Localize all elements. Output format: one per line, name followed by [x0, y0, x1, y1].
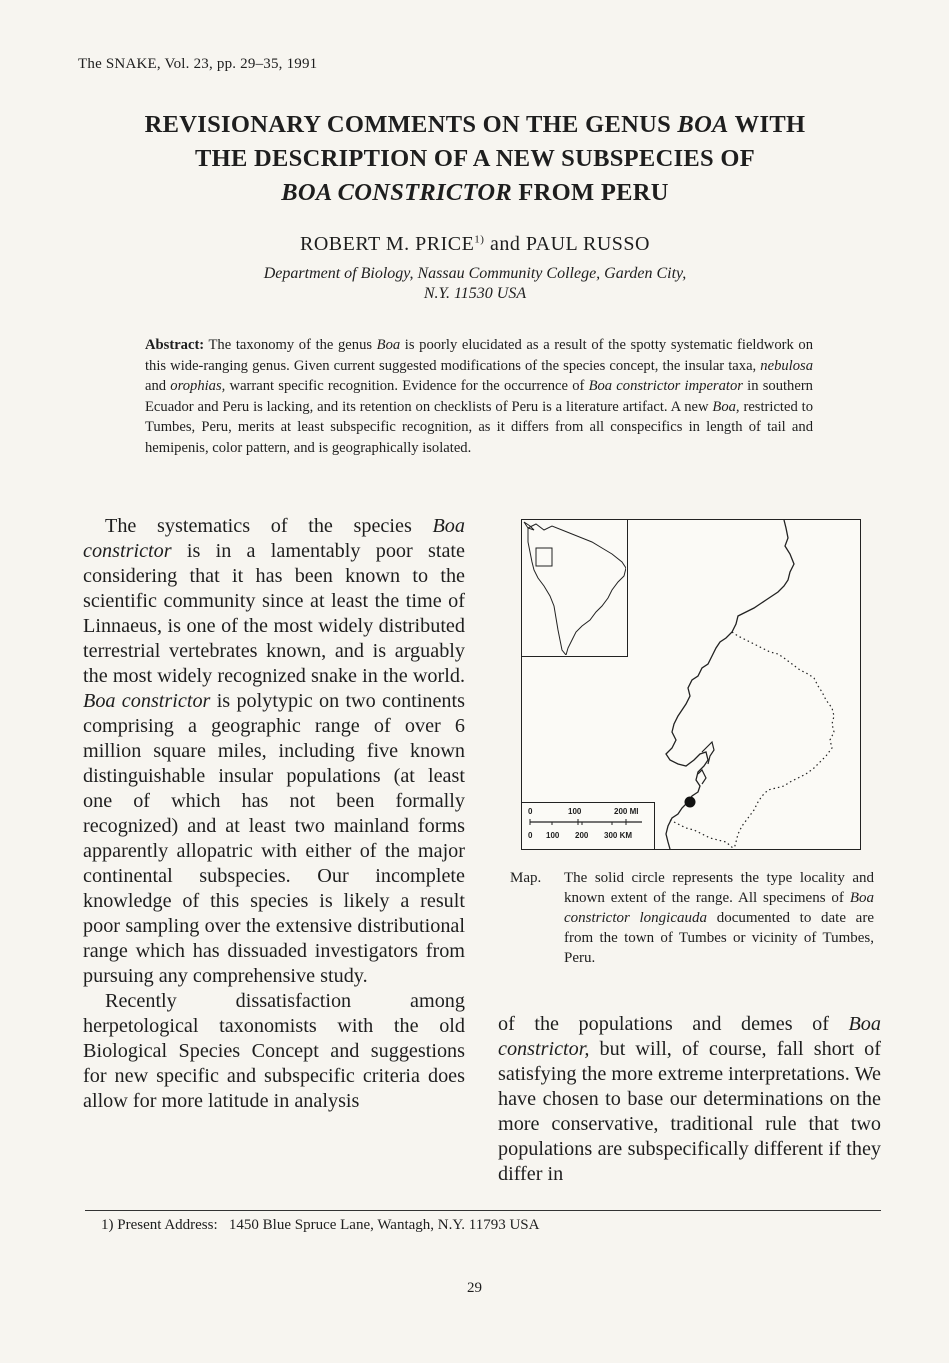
abstract-text: restricted to Tumbes, Peru, merits at least subspecific recognition, as it differs from all conspecifics in length of tail and hemipenis, color pattern, and is geographically isolated. — [145, 398, 813, 456]
abstract-label: Abstract: — [145, 337, 205, 353]
scale-km-100: 100 — [546, 831, 560, 840]
affiliation-line1: Department of Biology, Nassau Community College, Garden City, — [263, 265, 687, 282]
caption-label: Map. — [510, 870, 542, 886]
body-right-column — [498, 1012, 881, 1187]
scale-mi-100: 100 — [568, 807, 582, 816]
border-dotted — [732, 632, 834, 849]
abstract-taxon: nebulosa — [760, 357, 813, 374]
species-name: Boa constrictor, — [498, 1013, 881, 1060]
abstract-text: and — [145, 378, 171, 395]
authors-and: and — [484, 233, 526, 255]
caption-text-part: documented to date are from the town of Tumbes or vicinity of Tumbes, Peru. — [564, 910, 874, 966]
footnote: 1) Present Address: 1450 Blue Spruce Lane, Wantagh, N.Y. 11793 USA — [101, 1217, 540, 1233]
title-line2: THE DESCRIPTION OF A NEW SUBSPECIES OF — [194, 145, 756, 172]
body-left-column — [83, 514, 465, 1114]
south-america-outline — [528, 524, 626, 655]
abstract — [145, 335, 813, 459]
paragraph-text: of the populations and demes of — [498, 1013, 849, 1035]
running-head: The SNAKE, Vol. 23, pp. 29–35, 1991 — [78, 56, 318, 72]
title-line1-genus: BOA — [677, 111, 729, 138]
affiliation-line2: N.Y. 11530 USA — [423, 285, 527, 302]
title-line3-species: BOA CONSTRICTOR — [281, 179, 512, 206]
abstract-text: is poorly elucidated as a result of the spotty systematic fieldwork on this wide-ranging genus. Given current suggested modifications of the species concept, the insular taxa, — [145, 337, 813, 374]
scale-mi-200: 200 MI — [614, 807, 639, 816]
authors — [80, 233, 870, 256]
title-line1-text: REVISIONARY COMMENTS ON THE GENUS — [144, 111, 678, 138]
inset-locator-box — [536, 548, 552, 566]
author-2: PAUL RUSSO — [525, 233, 650, 255]
author-1: ROBERT M. PRICE — [300, 233, 475, 255]
abstract-text: in southern Ecuador and Peru is lacking, and its retention on checklists of Peru is a literature artifact. A new — [145, 378, 813, 415]
paragraph-text: but will, of course, fall short of satisfying the more extreme interpretations. We have chosen to base our determinations on the more conservative, traditional rule that two populations are subspecifically different if they differ in — [498, 1038, 881, 1185]
abstract-text: The taxonomy of the genus — [204, 337, 377, 353]
paragraph-2: Recently dissatisfaction among herpetological taxonomists with the old Biological Species Concept and suggestions for new specific and subspecific criteria does allow for more latitude in analysis — [83, 990, 465, 1112]
inset-map — [522, 520, 628, 657]
inset-south-america-svg — [522, 520, 626, 655]
title-line1-end: WITH — [728, 111, 806, 138]
paragraph-1 — [83, 514, 465, 989]
scale-km-300: 300 KM — [604, 831, 633, 840]
footnote-marker: 1) — [474, 233, 485, 246]
abstract-genus: Boa, — [712, 398, 740, 415]
border-lower — [670, 820, 734, 849]
affiliation — [80, 264, 870, 304]
caption-text-part: The solid circle represents the type locality and known extent of the range. All specimens of — [564, 870, 874, 906]
title-line3-end: FROM PERU — [511, 179, 669, 206]
species-name: Boa constrictor — [83, 690, 211, 712]
article-title — [80, 108, 870, 210]
scale-bar — [522, 802, 655, 849]
page-number: 29 — [467, 1280, 482, 1296]
species-name: Boa constrictor — [83, 515, 465, 562]
paragraph-text: is in a lamentably poor state considering that it has been known to the scientific community since at least the time of Linnaeus, is one of the most widely distributed terrestrial vertebrates known, and is arguably the most widely recognized snake in the world. — [83, 540, 465, 687]
abstract-text: warrant specific recognition. Evidence for the occurrence of — [225, 378, 589, 395]
caption-text — [564, 868, 874, 968]
paragraph-text: is polytypic on two continents comprising a geographic range of over 6 million square miles, including five known distinguishable insular populations (at least one of which has not been formally recognized) and at least two mainland forms apparently allopatric with either of the major continental subspecies. Our incomplete knowledge of this species is likely a result poor sampling over the extensive distributional range which has dissuaded investigators from pursuing any comprehensive study. — [83, 690, 465, 987]
range-map — [521, 519, 861, 850]
scale-mi-0: 0 — [528, 807, 533, 816]
abstract-taxon: Boa constrictor imperator — [588, 378, 743, 395]
caption-species: Boa constrictor longicauda — [564, 890, 874, 926]
abstract-taxon: orophias, — [170, 378, 226, 395]
paragraph-text: The systematics of the species — [105, 515, 433, 537]
scale-km-0: 0 — [528, 831, 533, 840]
scale-km-200: 200 — [575, 831, 589, 840]
footnote-rule — [85, 1210, 881, 1211]
abstract-genus: Boa — [376, 337, 401, 353]
type-locality-marker — [685, 797, 696, 808]
